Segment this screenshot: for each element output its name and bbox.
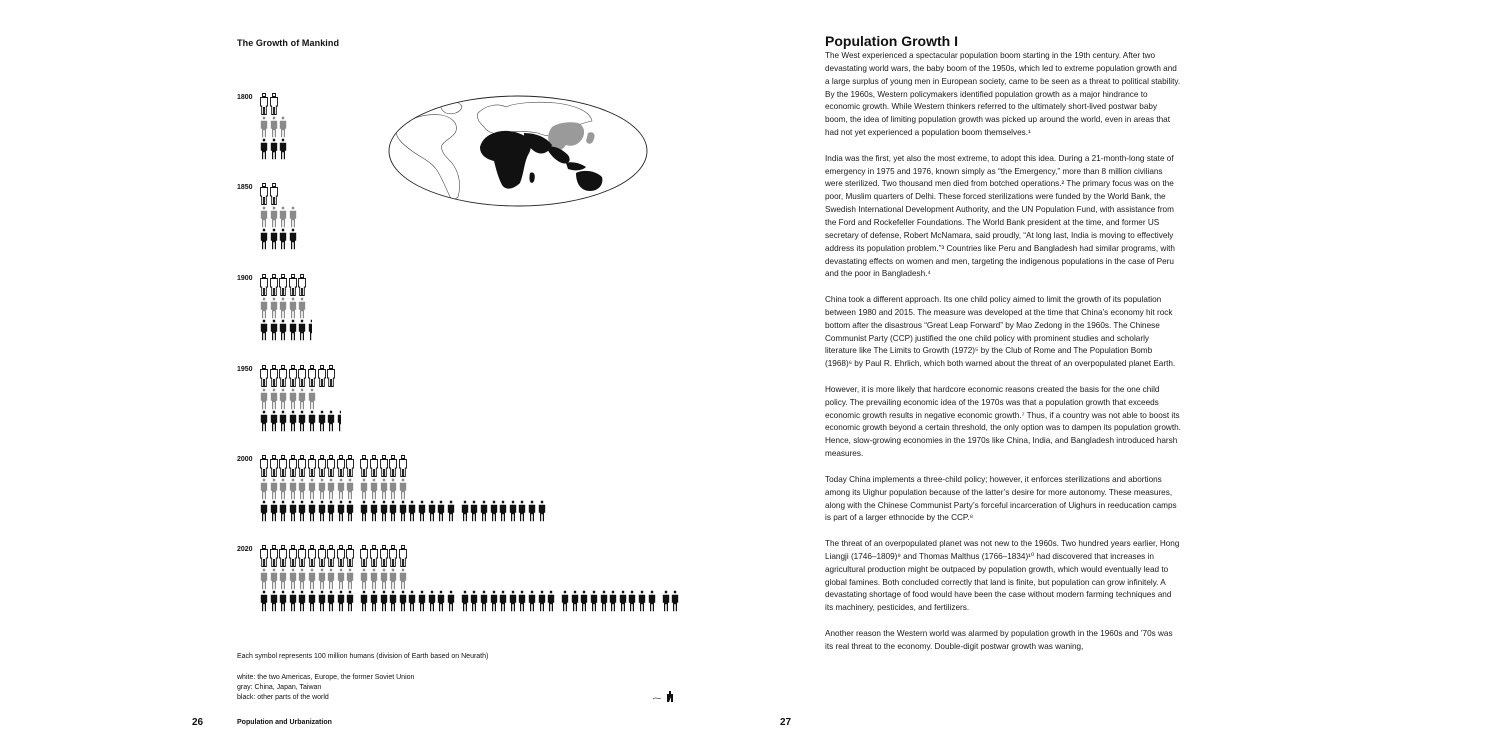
person-icon-white bbox=[259, 183, 269, 205]
person-icon-gray bbox=[269, 388, 279, 410]
person-icon-black bbox=[446, 500, 456, 522]
person-icon-black bbox=[546, 590, 556, 612]
person-icon-gray bbox=[259, 297, 269, 319]
person-icon-white bbox=[326, 455, 336, 477]
person-icon-gray bbox=[269, 568, 279, 590]
person-icon-gray bbox=[326, 568, 336, 590]
person-icon-white bbox=[278, 545, 288, 567]
person-icon-white bbox=[269, 365, 279, 387]
person-icon-gray bbox=[259, 206, 269, 228]
person-icon-black bbox=[670, 590, 680, 612]
person-icon-black bbox=[379, 590, 389, 612]
person-icon-black bbox=[259, 319, 269, 341]
person-icon-black bbox=[460, 590, 470, 612]
person-icon-white bbox=[297, 455, 307, 477]
person-icon-white bbox=[345, 545, 355, 567]
person-icon-white bbox=[288, 545, 298, 567]
person-icon-gray bbox=[269, 478, 279, 500]
chart-caption: Each symbol represents 100 million humans (division of Earth based on Neurath) bbox=[237, 653, 489, 660]
person-icon-black bbox=[307, 500, 317, 522]
person-icon-white bbox=[288, 365, 298, 387]
year-label-1900: 1900 bbox=[237, 275, 253, 282]
person-icon-black bbox=[336, 500, 346, 522]
paragraph: However, it is more likely that hardcore economic reasons created the basis for the one child policy. The prevailing economic idea of the 1970s was that a population growth that exceeds economic growth results in negative economic growth.⁷ Thus, if a country was not able to boost its economic growth beyond a certain threshold, the only option was to dampen its population growth. Hence, slow-growing economies in the 1970s like China, India, and Bangladesh introduced harsh measures. bbox=[825, 384, 1181, 459]
person-icon-black bbox=[288, 590, 298, 612]
person-icon-white bbox=[269, 455, 279, 477]
person-icon-black bbox=[527, 500, 537, 522]
legend-item-gray: gray: China, Japan, Taiwan bbox=[237, 684, 322, 691]
person-icon-white bbox=[259, 545, 269, 567]
person-icon-black bbox=[259, 590, 269, 612]
person-icon-gray bbox=[269, 206, 279, 228]
person-icon-white bbox=[345, 455, 355, 477]
person-icon-gray bbox=[369, 568, 379, 590]
person-icon-white bbox=[317, 545, 327, 567]
person-icon-gray bbox=[297, 388, 307, 410]
person-icon-gray bbox=[259, 116, 269, 138]
person-icon-gray bbox=[379, 478, 389, 500]
person-icon-white bbox=[259, 274, 269, 296]
chart-title: The Growth of Mankind bbox=[237, 38, 340, 48]
person-icon-gray bbox=[388, 478, 398, 500]
person-icon-black bbox=[446, 590, 456, 612]
person-icon-black bbox=[317, 410, 327, 432]
person-icon-white bbox=[269, 183, 279, 205]
person-icon-white bbox=[297, 545, 307, 567]
partial-person-icon-black bbox=[307, 319, 312, 341]
person-icon-gray bbox=[278, 297, 288, 319]
person-icon-gray bbox=[326, 478, 336, 500]
person-icon-black bbox=[269, 228, 279, 250]
person-icon-gray bbox=[369, 478, 379, 500]
person-icon-gray bbox=[379, 568, 389, 590]
person-icon-white bbox=[317, 365, 327, 387]
person-icon-black bbox=[326, 500, 336, 522]
person-icon-gray bbox=[288, 478, 298, 500]
person-icon-white bbox=[307, 365, 317, 387]
person-icon-black bbox=[259, 228, 269, 250]
year-label-2000: 2000 bbox=[237, 456, 253, 463]
person-icon-black bbox=[278, 228, 288, 250]
person-icon-black bbox=[278, 410, 288, 432]
paragraph: The threat of an overpopulated planet was not new to the 1960s. Two hundred years earlier, Hong Liangji (1746–1809)⁹ and Thomas Malthus (1766–1834)¹⁰ had discovered that increases in agricultural production might be outpaced by population growth, which would eventually lead to global famines. Both concluded correctly that land is finite, but population can grow infinitely. A devastating shortage of food would have been the case without modern farming techniques and its machinery, pesticides, and fertilizers. bbox=[825, 539, 1180, 613]
person-icon-gray bbox=[278, 116, 288, 138]
person-icon-black bbox=[537, 590, 547, 612]
person-icon-white bbox=[307, 545, 317, 567]
person-icon-black bbox=[269, 319, 279, 341]
person-icon-black bbox=[278, 319, 288, 341]
person-icon-black bbox=[427, 500, 437, 522]
person-icon-black bbox=[317, 500, 327, 522]
person-icon-black bbox=[407, 500, 417, 522]
person-icon-black bbox=[317, 590, 327, 612]
person-icon-black bbox=[297, 500, 307, 522]
person-icon-black bbox=[469, 500, 479, 522]
person-icon-black bbox=[647, 590, 657, 612]
person-icon-black bbox=[278, 500, 288, 522]
person-icon-black bbox=[508, 590, 518, 612]
person-icon-white bbox=[388, 545, 398, 567]
person-icon-white bbox=[288, 455, 298, 477]
person-icon-black bbox=[369, 590, 379, 612]
person-icon-gray bbox=[398, 478, 408, 500]
person-icon-black bbox=[637, 590, 647, 612]
person-icon-gray bbox=[336, 478, 346, 500]
person-icon-black bbox=[307, 590, 317, 612]
article-body bbox=[825, 50, 1181, 667]
person-icon-white bbox=[326, 545, 336, 567]
person-icon-black bbox=[288, 410, 298, 432]
person-icon-gray bbox=[278, 568, 288, 590]
person-icon-white bbox=[336, 455, 346, 477]
year-label-1800: 1800 bbox=[237, 94, 253, 101]
person-icon-white bbox=[379, 545, 389, 567]
page-number-right: 27 bbox=[780, 717, 792, 728]
person-icon-black bbox=[269, 590, 279, 612]
person-icon-gray bbox=[278, 206, 288, 228]
person-icon-black bbox=[269, 138, 279, 160]
person-icon-black bbox=[307, 410, 317, 432]
person-icon-gray bbox=[297, 568, 307, 590]
person-icon-black bbox=[278, 138, 288, 160]
person-icon-black bbox=[498, 590, 508, 612]
running-head: Population and Urbanization bbox=[237, 719, 332, 726]
person-icon-black bbox=[427, 590, 437, 612]
year-label-1850: 1850 bbox=[237, 184, 253, 191]
person-icon-white bbox=[269, 545, 279, 567]
person-icon-black bbox=[627, 590, 637, 612]
partial-person-icon-black bbox=[336, 410, 341, 432]
person-icon-black bbox=[407, 590, 417, 612]
person-icon-black bbox=[517, 590, 527, 612]
person-icon-gray bbox=[269, 116, 279, 138]
person-icon-gray bbox=[288, 388, 298, 410]
person-icon-black bbox=[398, 590, 408, 612]
person-icon-gray bbox=[307, 568, 317, 590]
person-icon-white bbox=[278, 365, 288, 387]
person-icon-black bbox=[489, 500, 499, 522]
right-page bbox=[750, 0, 1500, 750]
person-icon-gray bbox=[317, 478, 327, 500]
person-icon-gray bbox=[259, 388, 269, 410]
person-icon-white bbox=[278, 274, 288, 296]
world-map-icon bbox=[386, 93, 650, 209]
person-icon-gray bbox=[278, 388, 288, 410]
person-icon-gray bbox=[388, 568, 398, 590]
person-icon-white bbox=[259, 365, 269, 387]
person-icon-white bbox=[398, 545, 408, 567]
person-icon-black bbox=[359, 590, 369, 612]
person-icon-black bbox=[379, 500, 389, 522]
person-icon-black bbox=[336, 590, 346, 612]
person-icon-black bbox=[537, 500, 547, 522]
person-icon-black bbox=[527, 590, 537, 612]
person-icon-white bbox=[359, 455, 369, 477]
person-icon-black bbox=[417, 590, 427, 612]
person-icon-white bbox=[379, 455, 389, 477]
paragraph: Today China implements a three-child policy; however, it enforces sterilizations and abortions among its Uighur population because of the latter’s desire for more autonomy. These measures, along with the Chinese Communist Party’s forceful incarceration of Uighurs in reeducation camps is part of a larger ethnocide by the CCP.⁸ bbox=[825, 474, 1177, 523]
person-icon-white bbox=[297, 365, 307, 387]
person-icon-black bbox=[288, 228, 298, 250]
person-icon-black bbox=[297, 410, 307, 432]
person-icon-gray bbox=[307, 388, 317, 410]
person-icon-black bbox=[560, 590, 570, 612]
paragraph: China took a different approach. Its one child policy aimed to limit the growth of its population between 1980 and 2015. The measure was developed at the time that China’s economy hit rock bottom after the disastrous “Great Leap Forward” by Mao Zedong in the 1960s. The Chinese Communist Party (CCP) justified the one child policy with prominent studies and scholarly literature like The Limits to Growth (1972)⁵ by the Club of Rome and The Population Bomb (1968)⁶ by Paul R. Ehrlich, which both warned about the threat of an overpopulated planet Earth. bbox=[825, 295, 1176, 369]
person-icon-black bbox=[436, 500, 446, 522]
person-icon-white bbox=[369, 455, 379, 477]
person-icon-gray bbox=[359, 478, 369, 500]
paragraph: Another reason the Western world was alarmed by population growth in the 1960s and ’70s was its real threat to the economy. Double-digit postwar growth was waning, bbox=[825, 628, 1173, 651]
person-icon-black bbox=[579, 590, 589, 612]
person-icon-black bbox=[498, 500, 508, 522]
person-icon-gray bbox=[307, 478, 317, 500]
person-icon-gray bbox=[359, 568, 369, 590]
person-icon-gray bbox=[278, 478, 288, 500]
person-icon-black bbox=[517, 500, 527, 522]
person-icon-black bbox=[278, 590, 288, 612]
person-icon-black bbox=[269, 500, 279, 522]
person-icon-gray bbox=[297, 297, 307, 319]
person-icon-black bbox=[589, 590, 599, 612]
person-icon-black bbox=[508, 500, 518, 522]
person-icon-white bbox=[269, 274, 279, 296]
person-icon-black bbox=[326, 410, 336, 432]
article-title: Population Growth I bbox=[825, 33, 958, 49]
person-icon-white bbox=[288, 274, 298, 296]
paragraph: India was the first, yet also the most extreme, to adopt this idea. During a 21-month-long state of emergency in 1975 and 1976, known simply as “the Emergency,” more than 8 million civilians were sterilized. Two thousand men died from botched operations.² The primary focus was on the poor, Muslim quarters of Delhi. These forced sterilizations were funded by the World Bank, the Swedish International Development Authority, and the UN Population Fund, with assistance from the Ford and Rockefeller Foundations. The World Bank president at the time, and former US secretary of defense, Robert McNamara, said proudly, “At long last, India is moving to effectively address its population problem.”³ Countries like Peru and Bangladesh had similar programs, with devastating effects on women and men, targeting the indigenous populations in the case of Peru and the poor in Bangladesh.⁴ bbox=[825, 153, 1175, 279]
person-icon-gray bbox=[269, 297, 279, 319]
person-icon-gray bbox=[288, 568, 298, 590]
person-icon-gray bbox=[288, 297, 298, 319]
person-icon-black bbox=[436, 590, 446, 612]
person-icon-black bbox=[388, 500, 398, 522]
person-icon-gray bbox=[345, 568, 355, 590]
person-icon-black bbox=[288, 500, 298, 522]
person-icon-black bbox=[608, 590, 618, 612]
person-icon-white bbox=[259, 93, 269, 115]
person-icon-gray bbox=[297, 478, 307, 500]
person-icon-gray bbox=[259, 568, 269, 590]
person-icon-white bbox=[359, 545, 369, 567]
person-icon-black bbox=[618, 590, 628, 612]
person-icon-black bbox=[398, 500, 408, 522]
paragraph: The West experienced a spectacular population boom starting in the 19th century. After two devastating world wars, the baby boom of the 1950s, which led to extreme population growth and a large surplus of young men in European society, came to be seen as a threat to political stability. By the 1960s, Western policymakers identified population growth as a major hindrance to economic growth. While Western thinkers referred to the ultimately short-lived postwar baby boom, the idea of limiting population growth was picked up around the world, even in areas that had not yet experienced a population boom themselves.¹ bbox=[825, 51, 1181, 138]
person-icon-black bbox=[269, 410, 279, 432]
person-icon-gray bbox=[398, 568, 408, 590]
person-icon-black bbox=[479, 590, 489, 612]
person-icon-black bbox=[297, 590, 307, 612]
person-icon-black bbox=[288, 319, 298, 341]
person-icon-white bbox=[326, 365, 336, 387]
person-icon-gray bbox=[259, 478, 269, 500]
person-icon-white bbox=[259, 455, 269, 477]
person-icon-black bbox=[259, 410, 269, 432]
person-icon-gray bbox=[336, 568, 346, 590]
year-label-2020: 2020 bbox=[237, 546, 253, 553]
year-label-1950: 1950 bbox=[237, 366, 253, 373]
chart-legend bbox=[237, 673, 414, 703]
person-icon-black bbox=[359, 500, 369, 522]
person-icon-black bbox=[326, 590, 336, 612]
person-icon-black bbox=[469, 590, 479, 612]
person-icon-black bbox=[388, 590, 398, 612]
person-icon-black bbox=[345, 590, 355, 612]
person-icon-black bbox=[369, 500, 379, 522]
person-icon-white bbox=[336, 545, 346, 567]
person-icon-white bbox=[307, 455, 317, 477]
person-icon-gray bbox=[317, 568, 327, 590]
person-icon-black bbox=[297, 319, 307, 341]
person-icon-white bbox=[278, 455, 288, 477]
legend-item-black: black: other parts of the world bbox=[237, 694, 329, 701]
page-number-left: 26 bbox=[192, 717, 204, 728]
person-icon-black bbox=[345, 500, 355, 522]
person-icon-black bbox=[259, 138, 269, 160]
person-icon-black bbox=[417, 500, 427, 522]
person-icon-black bbox=[460, 500, 470, 522]
person-icon-black bbox=[570, 590, 580, 612]
person-icon-gray bbox=[288, 206, 298, 228]
person-icon-black bbox=[661, 590, 671, 612]
legend-item-white: white: the two Americas, Europe, the former Soviet Union bbox=[237, 674, 415, 681]
person-icon-black bbox=[259, 500, 269, 522]
person-icon-white bbox=[317, 455, 327, 477]
person-icon-white bbox=[269, 93, 279, 115]
person-icon-black bbox=[599, 590, 609, 612]
person-icon-white bbox=[398, 455, 408, 477]
person-icon-white bbox=[388, 455, 398, 477]
neurath-signature-icon bbox=[652, 690, 676, 704]
person-icon-black bbox=[489, 590, 499, 612]
person-icon-white bbox=[369, 545, 379, 567]
person-icon-black bbox=[479, 500, 489, 522]
person-icon-white bbox=[297, 274, 307, 296]
person-icon-gray bbox=[345, 478, 355, 500]
